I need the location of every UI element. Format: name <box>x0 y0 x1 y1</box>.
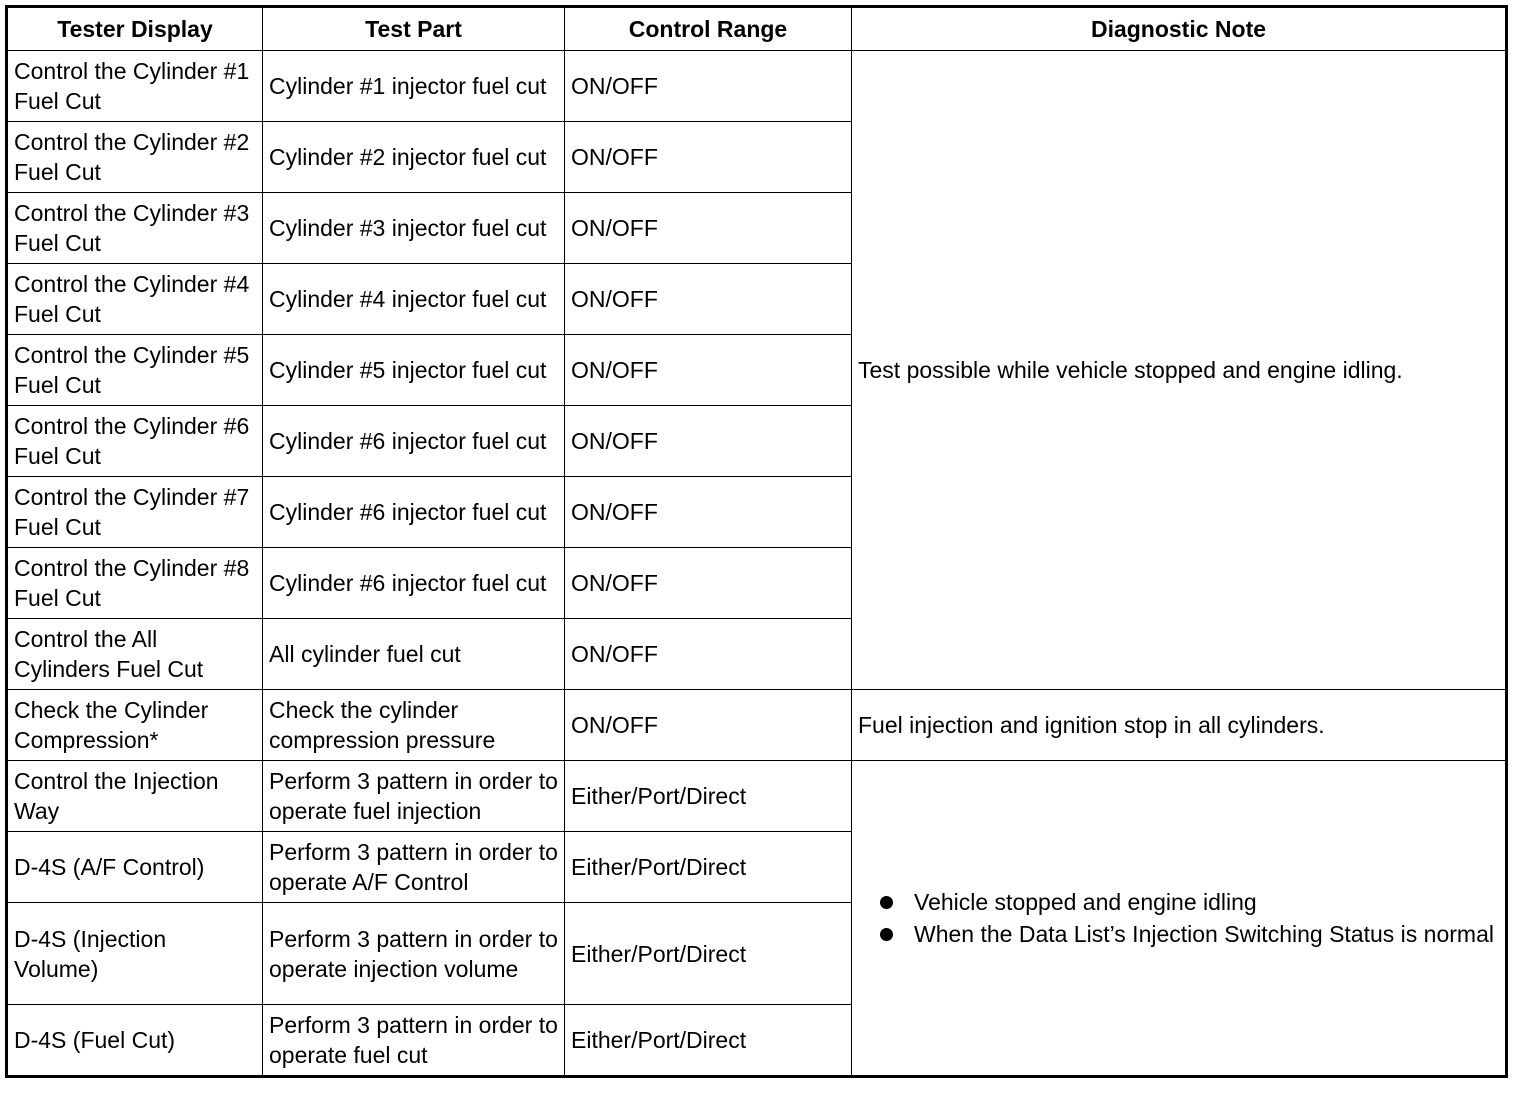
control-range-cell: ON/OFF <box>565 690 852 761</box>
test-part-cell: Perform 3 pattern in order to operate injection volume <box>263 903 565 1005</box>
note-text: When the Data List’s Injection Switching Status is normal <box>914 921 1494 947</box>
control-range-cell: Either/Port/Direct <box>565 832 852 903</box>
fuel-cut-note-cell: Test possible while vehicle stopped and engine idling. <box>852 51 1507 690</box>
tester-display-cell: Control the Cylinder #2 Fuel Cut <box>7 122 263 193</box>
header-row <box>7 7 1507 51</box>
header-test-part: Test Part <box>263 7 565 51</box>
test-part-cell: Perform 3 pattern in order to operate fuel injection <box>263 761 565 832</box>
tester-display-cell: Control the Cylinder #4 Fuel Cut <box>7 264 263 335</box>
test-part-cell: Check the cylinder compression pressure <box>263 690 565 761</box>
control-range-cell: ON/OFF <box>565 335 852 406</box>
control-range-cell: ON/OFF <box>565 264 852 335</box>
test-part-cell: Cylinder #4 injector fuel cut <box>263 264 565 335</box>
control-range-cell: ON/OFF <box>565 477 852 548</box>
injection-note-cell <box>852 761 1507 1077</box>
table-row <box>7 51 1507 122</box>
table-row <box>7 761 1507 832</box>
list-item <box>878 919 1499 949</box>
tester-display-cell: Control the Injection Way <box>7 761 263 832</box>
table-row <box>7 690 1507 761</box>
control-range-cell: Either/Port/Direct <box>565 903 852 1005</box>
test-part-cell: Perform 3 pattern in order to operate fuel cut <box>263 1005 565 1077</box>
control-range-cell: Either/Port/Direct <box>565 761 852 832</box>
injection-note-list <box>858 887 1499 949</box>
control-range-cell: ON/OFF <box>565 548 852 619</box>
tester-display-cell: Control the Cylinder #6 Fuel Cut <box>7 406 263 477</box>
active-test-table <box>5 5 1508 1078</box>
test-part-cell: Cylinder #3 injector fuel cut <box>263 193 565 264</box>
test-part-cell: Cylinder #6 injector fuel cut <box>263 548 565 619</box>
tester-display-cell: Control the Cylinder #3 Fuel Cut <box>7 193 263 264</box>
tester-display-cell: Control the All Cylinders Fuel Cut <box>7 619 263 690</box>
test-part-cell: Cylinder #6 injector fuel cut <box>263 477 565 548</box>
tester-display-cell: Control the Cylinder #7 Fuel Cut <box>7 477 263 548</box>
bullet-icon <box>880 928 893 941</box>
tester-display-cell: D-4S (A/F Control) <box>7 832 263 903</box>
header-tester-display: Tester Display <box>7 7 263 51</box>
header-diagnostic-note: Diagnostic Note <box>852 7 1507 51</box>
tester-display-cell: Control the Cylinder #1 Fuel Cut <box>7 51 263 122</box>
test-part-cell: Cylinder #6 injector fuel cut <box>263 406 565 477</box>
test-part-cell: Cylinder #5 injector fuel cut <box>263 335 565 406</box>
control-range-cell: Either/Port/Direct <box>565 1005 852 1077</box>
test-part-cell: Perform 3 pattern in order to operate A/F Control <box>263 832 565 903</box>
test-part-cell: Cylinder #2 injector fuel cut <box>263 122 565 193</box>
control-range-cell: ON/OFF <box>565 193 852 264</box>
compression-note-cell: Fuel injection and ignition stop in all cylinders. <box>852 690 1507 761</box>
note-text: Vehicle stopped and engine idling <box>914 889 1257 915</box>
tester-display-cell: Control the Cylinder #5 Fuel Cut <box>7 335 263 406</box>
test-part-cell: Cylinder #1 injector fuel cut <box>263 51 565 122</box>
control-range-cell: ON/OFF <box>565 406 852 477</box>
tester-display-cell: D-4S (Fuel Cut) <box>7 1005 263 1077</box>
bullet-icon <box>880 896 893 909</box>
list-item <box>878 887 1499 917</box>
control-range-cell: ON/OFF <box>565 51 852 122</box>
control-range-cell: ON/OFF <box>565 122 852 193</box>
header-control-range: Control Range <box>565 7 852 51</box>
tester-display-cell: Check the Cylinder Compression* <box>7 690 263 761</box>
test-part-cell: All cylinder fuel cut <box>263 619 565 690</box>
control-range-cell: ON/OFF <box>565 619 852 690</box>
tester-display-cell: D-4S (Injection Volume) <box>7 903 263 1005</box>
tester-display-cell: Control the Cylinder #8 Fuel Cut <box>7 548 263 619</box>
